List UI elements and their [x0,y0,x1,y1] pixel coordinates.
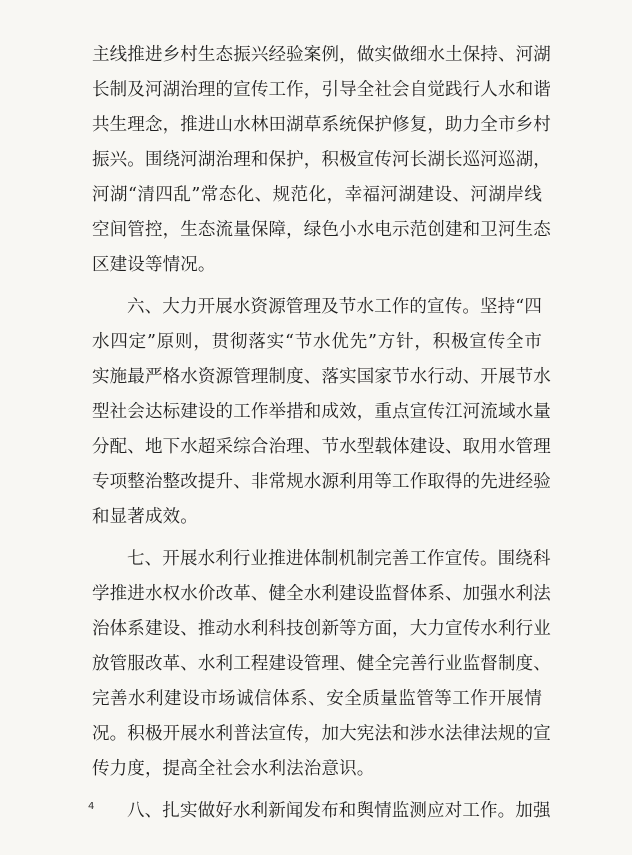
paragraph-eight-news-release [92,794,551,829]
text-line: 和显著成效。 [92,507,198,527]
page-number: 4 [88,801,95,812]
text-line: 水四定”原则，贯彻落实“节水优先”方针，积极宣传全市 [92,332,542,352]
paragraph-seven-institutional-reform [92,542,551,787]
text-line: 况。积极开展水利普法宣传，加大宪法和涉水法律法规的宣 [92,724,551,744]
paragraph-heading-line: 八、扎实做好水利新闻发布和舆情监测应对工作。加强 [127,801,551,821]
text-line: 共生理念，推进山水林田湖草系统保护修复，助力全市乡村 [92,115,551,135]
text-line: 实施最严格水资源管理制度、落实国家节水行动、开展节水 [92,367,551,387]
text-line: 治体系建设、推动水利科技创新等方面，大力宣传水利行业 [92,619,551,639]
paragraph-ecology [92,38,551,283]
text-line: 传力度，提高全社会水利法治意识。 [92,759,375,779]
text-line: 学推进水权水价改革、健全水利建设监督体系、加强水利法 [92,584,551,604]
text-line: 区建设等情况。 [92,255,216,275]
text-line: 分配、地下水超采综合治理、节水型载体建设、取用水管理 [92,437,551,457]
text-line: 放管服改革、水利工程建设管理、健全完善行业监督制度、 [92,654,551,674]
text-line: 空间管控，生态流量保障，绿色小水电示范创建和卫河生态 [92,220,551,240]
paragraph-six-water-resources [92,290,551,535]
text-line: 主线推进乡村生态振兴经验案例，做实做细水土保持、河湖 [92,45,551,65]
document-body [92,38,551,829]
text-line: 专项整治整改提升、非常规水源利用等工作取得的先进经验 [92,472,551,492]
paragraph-heading-line: 六、大力开展水资源管理及节水工作的宣传。坚持“四 [127,297,543,317]
text-line: 完善水利建设市场诚信体系、安全质量监管等工作开展情 [92,689,542,709]
text-line: 振兴。围绕河湖治理和保护，积极宣传河长湖长巡河巡湖， [92,150,551,170]
paragraph-heading-line: 七、开展水利行业推进体制机制完善工作宣传。围绕科 [127,549,551,569]
text-line: 型社会达标建设的工作举措和成效，重点宣传江河流域水量 [92,402,551,422]
text-line: 河湖“清四乱”常态化、规范化，幸福河湖建设、河湖岸线 [92,185,542,205]
text-line: 长制及河湖治理的宣传工作，引导全社会自觉践行人水和谐 [92,80,551,100]
